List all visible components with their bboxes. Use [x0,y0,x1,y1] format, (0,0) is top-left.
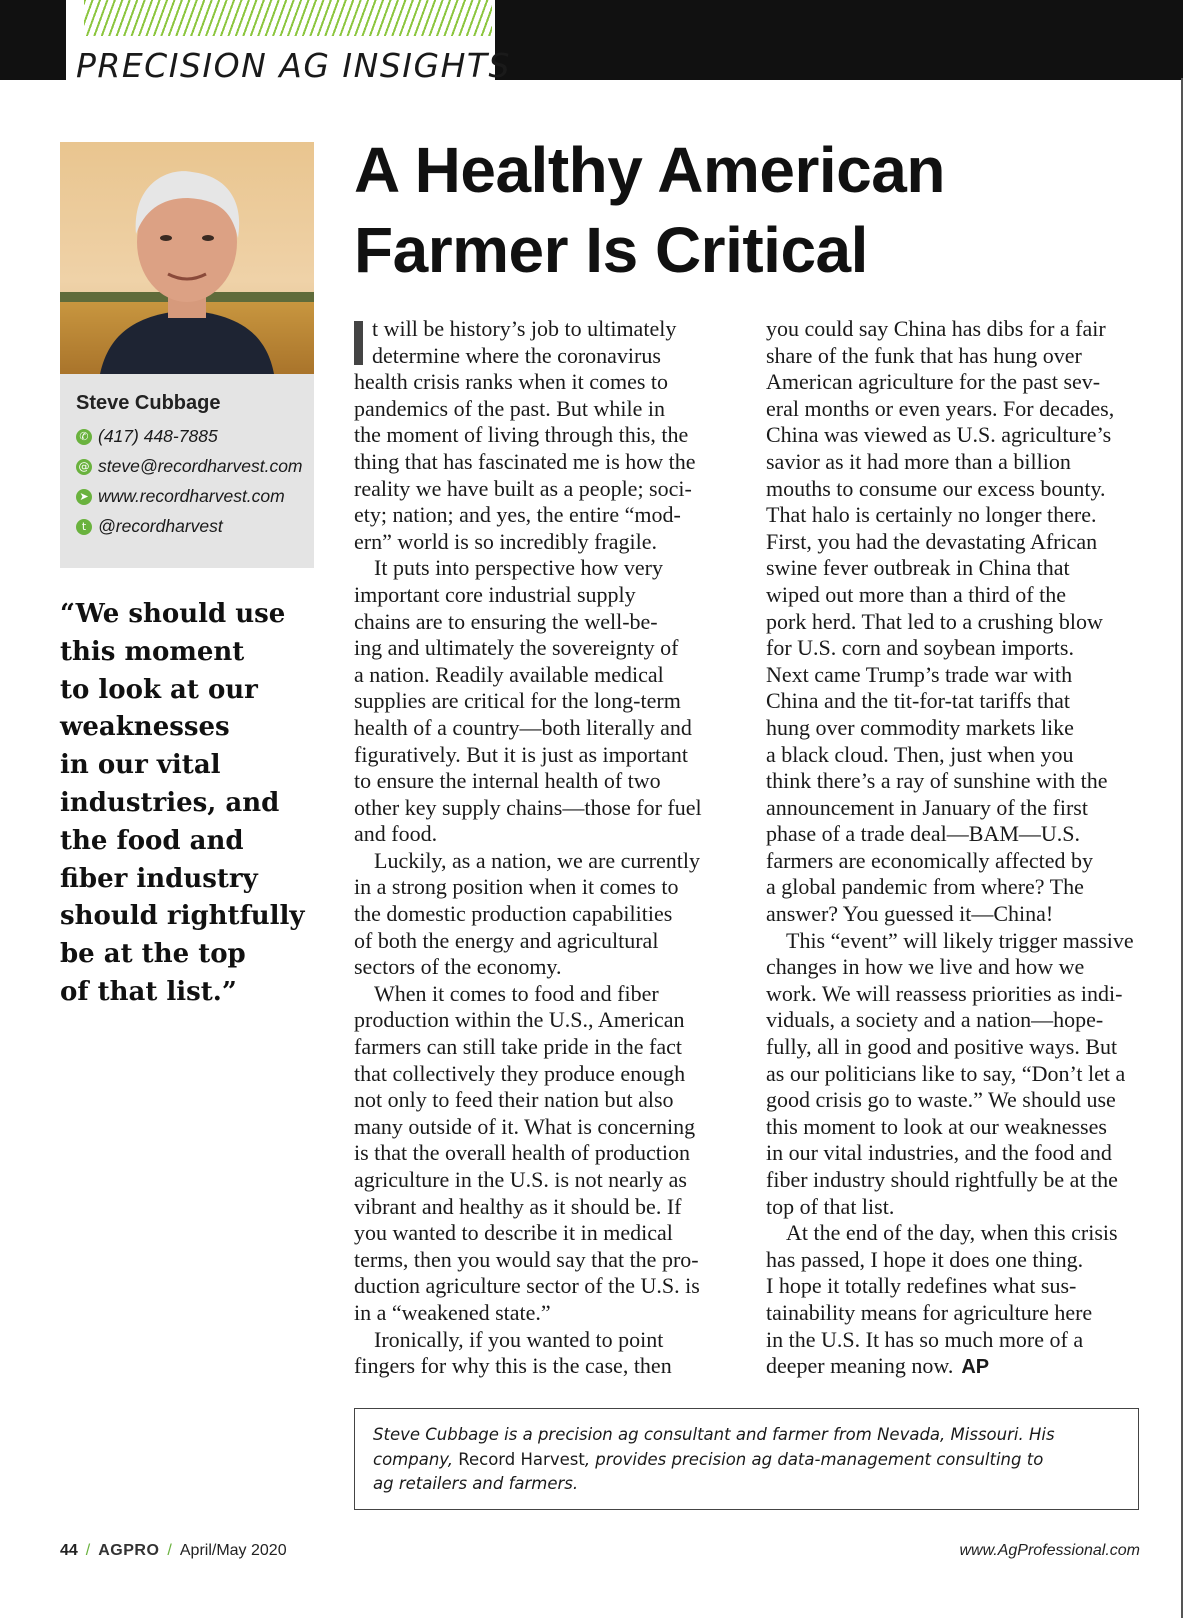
article-line: a nation. Readily available medical [354,661,664,687]
website-row [76,486,285,507]
article-line: fingers for why this is the case, then [354,1353,672,1379]
article-line: phase of a trade deal—BAM—U.S. [766,821,1081,847]
article-line: health of a country—both literally and [354,714,692,740]
article-line: announcement in January of the first [766,794,1088,820]
article-line: the moment of living through this, the [354,422,689,448]
pull-quote-line: should rightfully [60,901,305,932]
article-line: sectors of the economy. [354,954,562,980]
article-line: supplies are critical for the long-term [354,688,681,714]
article-line: a global pandemic from where? The [766,874,1084,900]
headline-line: A Healthy American [354,134,945,206]
article-line: First, you had the devastating African [766,528,1098,554]
article-line: and food. [354,821,438,847]
article-line: fully, all in good and positive ways. But [766,1034,1118,1060]
pull-quote-line: this moment [60,636,245,667]
article-line: When it comes to food and fiber [374,980,659,1006]
article-line: you wanted to describe it in medical [354,1220,673,1246]
header-stripe-decoration [84,0,492,36]
pull-quote-line: of that list.” [60,976,237,1007]
author-contact-card [60,374,314,568]
article-line: farmers are economically affected by [766,847,1093,873]
article-headline [354,130,945,290]
article-column-2 [766,316,1142,1380]
article-line: ety; nation; and yes, the entire “mod- [354,502,681,528]
article-line: answer? You guessed it—China! [766,901,1054,927]
article-line: important core industrial supply [354,581,636,607]
phone-row [76,426,218,447]
article-line: good crisis go to waste.” We should use [766,1087,1116,1113]
article-line: figuratively. But it is just as important [354,741,689,767]
article-line: in a “weakened state.” [354,1299,551,1325]
article-line: I hope it totally redefines what sus- [766,1273,1077,1299]
pull-quote-line: industries, and [60,787,280,818]
author-bio [373,1423,1123,1497]
twitter-row [76,516,223,537]
article-line: mouths to consume our excess bounty. [766,475,1106,501]
article-line: not only to feed their nation but also [354,1087,674,1113]
email-row [76,456,303,477]
article-line: of both the energy and agricultural [354,927,659,953]
article-line: Luckily, as a nation, we are currently [374,847,700,873]
article-line: At the end of the day, when this crisis [786,1220,1118,1246]
article-line: in our vital industries, and the food and [766,1140,1112,1166]
article-line: many outside of it. What is concerning [354,1113,696,1139]
article-line: American agriculture for the past sev- [766,369,1101,395]
author-photo [60,142,314,374]
article-line: This “event” will likely trigger massive [786,927,1134,953]
web-icon: ➤ [76,489,92,505]
issue-date: April/May 2020 [179,1542,287,1559]
headline-line: Farmer Is Critical [354,214,868,286]
article-line: China was viewed as U.S. agriculture’s [766,422,1112,448]
article-line: in a strong position when it comes to [354,874,679,900]
article-line: ing and ultimately the sovereignty of [354,635,679,661]
bio-line: Steve Cubbage is a precision ag consultant and farmer from Nevada, Missouri. His [373,1425,1055,1444]
article-line: other key supply chains—those for fuel [354,794,702,820]
article-line: for U.S. corn and soybean imports. [766,635,1074,661]
page-number: 44 [60,1542,78,1559]
author-email[interactable]: steve@recordharvest.com [98,456,303,476]
email-icon: @ [76,459,92,475]
pull-quote-line: weaknesses [60,712,230,743]
author-phone: (417) 448-7885 [98,426,218,446]
article-line: changes in how we live and how we [766,954,1085,980]
pull-quote-line: in our vital [60,750,221,781]
pull-quote-line: the food and [60,825,244,856]
article-line: fiber industry should rightfully be at the [766,1167,1118,1192]
article-line: It puts into perspective how very [374,555,663,581]
article-line: hung over commodity markets like [766,714,1074,740]
article-line: share of the funk that has hung over [766,342,1082,368]
pull-quote-line: be at the top [60,939,246,970]
magazine-name: AGPRO [98,1542,160,1559]
footer-separator: / [85,1542,91,1559]
bio-text-pre: company, [373,1449,459,1469]
footer-folio [60,1542,287,1560]
author-bio-box [354,1408,1139,1510]
article-line: the domestic production capabilities [354,901,673,927]
article-line: pandemics of the past. But while in [354,395,665,421]
article-line: that collectively they produce enough [354,1060,686,1086]
article-line: work. We will reassess priorities as indi- [766,980,1123,1006]
pull-quote [60,596,320,1012]
article-line: to ensure the internal health of two [354,768,661,794]
article-line: ern” world is so incredibly fragile. [354,528,658,554]
author-website[interactable]: www.recordharvest.com [98,486,285,506]
article-line: top of that list. [766,1193,895,1219]
article-line: savior as it had more than a billion [766,448,1071,474]
page-edge-rule [1181,78,1183,1618]
article-line: agriculture in the U.S. is not nearly as [354,1167,687,1192]
article-line: this moment to look at our weaknesses [766,1113,1107,1139]
article-line: pork herd. That led to a crushing blow [766,608,1103,634]
footer-website[interactable]: www.AgProfessional.com [959,1542,1140,1559]
bio-line [373,1448,1123,1473]
bio-text-post: , provides precision ag data-management consulting to [584,1449,1044,1469]
article-line: production within the U.S., American [354,1007,685,1033]
article-line: think there’s a ray of sunshine with the [766,768,1108,794]
article-line: Next came Trump’s trade war with [766,661,1073,687]
article-line: viduals, a society and a nation—hope- [766,1007,1104,1033]
article-line: determine where the coronavirus [372,342,661,368]
article-column-1 [354,316,726,1380]
author-twitter[interactable]: @recordharvest [98,516,223,536]
author-name: Steve Cubbage [76,392,221,414]
pull-quote-line: fiber industry [60,863,258,894]
article-line: has passed, I hope it does one thing. [766,1246,1084,1272]
article-line-text: deeper meaning now. [766,1353,954,1379]
pull-quote-line: to look at our [60,674,258,705]
article-line [766,1353,1142,1380]
end-mark: AP [961,1356,990,1379]
article-line: thing that has fascinated me is how the [354,448,696,474]
pull-quote-line: “We should use [60,599,286,629]
article-line: farmers can still take pride in the fact [354,1034,683,1060]
header-bar-left [0,0,66,80]
article-line: in the U.S. It has so much more of a [766,1326,1084,1352]
bio-line: ag retailers and farmers. [373,1474,579,1493]
article-line: as our politicians like to say, “Don’t let a [766,1060,1126,1086]
twitter-icon: t [76,519,92,535]
phone-icon: ✆ [76,429,92,445]
article-line: tainability means for agriculture here [766,1299,1093,1325]
article-line: Ironically, if you wanted to point [374,1326,664,1352]
article-line: is that the overall health of production [354,1140,691,1166]
article-line: China and the tit-for-tat tariffs that [766,688,1071,714]
article-line: wiped out more than a third of the [766,581,1066,607]
article-line: health crisis ranks when it comes to [354,369,669,395]
article-line: a black cloud. Then, just when you [766,741,1074,767]
article-line: chains are to ensuring the well-be- [354,608,658,634]
header-bar-right [495,0,1183,80]
article-line: vibrant and healthy as it should be. If [354,1193,682,1219]
article-line: terms, then you would say that the pro- [354,1246,699,1272]
article-line: eral months or even years. For decades, [766,395,1115,421]
bio-company-name: Record Harvest [458,1449,585,1469]
article-line: That halo is certainly no longer there. [766,502,1097,528]
article-line: swine fever outbreak in China that [766,555,1070,581]
article-line: duction agriculture sector of the U.S. is [354,1273,700,1299]
article-line: you could say China has dibs for a fair [766,316,1106,341]
article-line: t will be history’s job to ultimately [372,316,677,341]
section-title: PRECISION AG INSIGHTS [76,46,512,85]
article-line: reality we have built as a people; soci- [354,475,692,501]
footer-separator: / [167,1542,172,1559]
